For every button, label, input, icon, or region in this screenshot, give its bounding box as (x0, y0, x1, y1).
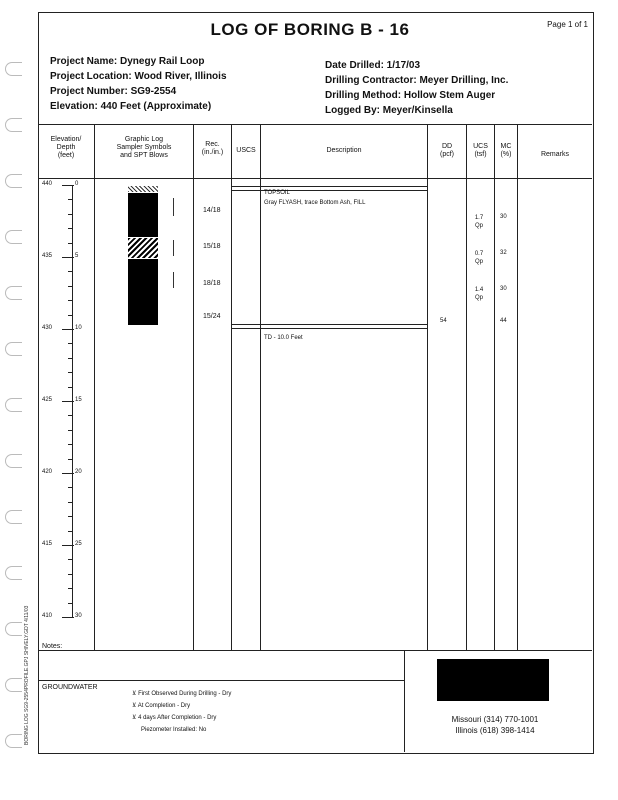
col-divider (466, 124, 467, 650)
col-header-description: Description (326, 147, 362, 154)
minor-tick (68, 588, 73, 589)
elevation-label: 420 (42, 469, 53, 475)
elevation-label: 435 (42, 253, 53, 259)
ucs-method: Qp (474, 295, 483, 301)
mc-value: 32 (500, 250, 507, 256)
col-header-remarks: Remarks (540, 151, 569, 158)
redacted-logo (437, 659, 549, 701)
water-level-icon: ⊻ (132, 715, 139, 721)
ucs-method: Qp (474, 259, 483, 265)
minor-tick (68, 214, 73, 215)
minor-tick (68, 243, 73, 244)
col-header-line: (in./in.) (201, 149, 224, 156)
binder-hole (5, 734, 22, 748)
phone-illinois: Illinois (618) 398-1414 (455, 726, 535, 735)
binder-hole (5, 622, 22, 636)
col-header-line: Depth (56, 144, 76, 151)
stratum-line (232, 328, 428, 329)
minor-tick (68, 574, 73, 575)
col-header-uscs: USCS (236, 147, 256, 154)
major-tick (62, 545, 74, 546)
recovery-value: 15/24 (203, 313, 221, 320)
table-bottom-border (38, 650, 592, 651)
depth-label: 30 (75, 613, 82, 619)
gw-at-completion: ⊻ At Completion - Dry (132, 703, 191, 709)
col-header-line: Graphic Log (124, 136, 164, 143)
depth-label: 25 (75, 541, 82, 547)
minor-tick (68, 487, 73, 488)
col-divider (494, 124, 495, 650)
ucs-value (471, 250, 487, 266)
binder-hole (5, 566, 22, 580)
project-name: Project Name: Dynegy Rail Loop (50, 56, 205, 67)
phone-missouri: Missouri (314) 770-1001 (451, 715, 539, 724)
minor-tick (68, 343, 73, 344)
sampler-symbol (173, 198, 176, 216)
minor-tick (68, 603, 73, 604)
ucs-value (471, 214, 487, 230)
recovery-value: 15/18 (203, 243, 221, 250)
project-info-right (325, 58, 508, 118)
footer-vertical-divider (404, 650, 405, 752)
minor-tick (68, 271, 73, 272)
binder-hole (5, 510, 22, 524)
minor-tick (68, 372, 73, 373)
side-footer-text: BORING LOG SG9-2554PROFILE.GPJ SHIVELY.GDT 4/11/03 (24, 605, 30, 745)
gw-after-completion: ⊻ 4 days After Completion - Dry (132, 715, 217, 721)
logged-by: Logged By: Meyer/Kinsella (325, 105, 453, 116)
footer-divider (38, 680, 404, 681)
major-tick (62, 401, 74, 402)
minor-tick (68, 516, 73, 517)
major-tick (62, 185, 74, 186)
col-header-line: Sampler Symbols (116, 144, 172, 151)
minor-tick (68, 315, 73, 316)
col-header-line: Elevation/ (50, 136, 82, 143)
description-total-depth: TD - 10.0 Feet (264, 335, 303, 341)
col-header-line: Rec. (205, 141, 220, 148)
major-tick (62, 257, 74, 258)
binder-hole (5, 678, 22, 692)
col-header-ucs (467, 143, 494, 159)
project-number: Project Number: SG9-2554 (50, 86, 177, 97)
project-info-left (50, 54, 227, 114)
minor-tick (68, 228, 73, 229)
binder-hole (5, 174, 22, 188)
ucs-method: Qp (474, 223, 483, 229)
col-header-mc (495, 143, 517, 159)
col-divider (193, 124, 194, 650)
minor-tick (68, 415, 73, 416)
minor-tick (68, 300, 73, 301)
minor-tick (68, 459, 73, 460)
groundwater-label: GROUNDWATER (42, 684, 98, 691)
project-elevation: Elevation: 440 Feet (Approximate) (50, 101, 212, 112)
minor-tick (68, 559, 73, 560)
col-divider (231, 124, 232, 650)
topsoil-pattern (128, 186, 158, 192)
col-header-rec (194, 141, 231, 157)
water-level-icon: ⊻ (132, 703, 138, 709)
minor-tick (68, 387, 73, 388)
ucs-number: 0.7 (474, 251, 484, 257)
fill-hatch-pattern (128, 238, 158, 258)
stratum-line (232, 324, 428, 325)
col-divider (517, 124, 518, 650)
col-header-line: MC (500, 143, 512, 150)
page-title: LOG OF BORING B - 16 (210, 20, 410, 39)
recovery-value: 18/18 (203, 280, 221, 287)
sampler-symbol (173, 240, 176, 256)
elevation-label: 430 (42, 325, 53, 331)
col-header-line: (pcf) (440, 151, 454, 158)
elevation-label: 425 (42, 397, 53, 403)
mc-value: 30 (500, 286, 507, 292)
binder-hole (5, 286, 22, 300)
minor-tick (68, 358, 73, 359)
description-fill: Gray FLYASH, trace Bottom Ash, FILL (264, 200, 366, 206)
ucs-value (471, 286, 487, 302)
col-divider (427, 124, 428, 650)
elevation-label: 440 (42, 181, 53, 187)
col-divider (94, 124, 95, 650)
mc-value: 30 (500, 214, 507, 220)
gw-piezometer: Piezometer Installed: No (141, 727, 207, 733)
col-header-graphic (95, 136, 193, 160)
redacted-graphic-log (128, 259, 158, 325)
depth-label: 20 (75, 469, 82, 475)
redacted-graphic-log (128, 193, 158, 237)
col-divider (260, 124, 261, 650)
col-header-line: (%) (500, 151, 512, 158)
col-header-dd (428, 143, 466, 159)
recovery-value: 14/18 (203, 207, 221, 214)
binder-hole (5, 454, 22, 468)
minor-tick (68, 430, 73, 431)
ucs-number: 1.7 (474, 215, 484, 221)
table-top-border (38, 124, 592, 125)
depth-label: 5 (75, 253, 79, 259)
col-header-line: DD (441, 143, 453, 150)
depth-label: 10 (75, 325, 82, 331)
minor-tick (68, 286, 73, 287)
minor-tick (68, 444, 73, 445)
elevation-label: 410 (42, 613, 53, 619)
gw-first-observed: ⊻ First Observed During Drilling - Dry (132, 691, 232, 697)
stratum-line (232, 186, 428, 187)
drilling-method: Drilling Method: Hollow Stem Auger (325, 90, 496, 101)
drilling-contractor: Drilling Contractor: Meyer Drilling, Inc. (325, 75, 509, 86)
date-drilled: Date Drilled: 1/17/03 (325, 60, 421, 71)
col-header-line: UCS (473, 143, 488, 150)
binder-hole (5, 342, 22, 356)
minor-tick (68, 531, 73, 532)
depth-label: 15 (75, 397, 82, 403)
major-tick (62, 329, 74, 330)
minor-tick (68, 502, 73, 503)
page-number: Page 1 of 1 (547, 20, 588, 29)
depth-label: 0 (75, 181, 79, 187)
col-header-line: (tsf) (474, 151, 487, 158)
project-location: Project Location: Wood River, Illinois (50, 71, 227, 82)
minor-tick (68, 199, 73, 200)
description-topsoil: TOPSOIL (264, 190, 290, 196)
elevation-label: 415 (42, 541, 53, 547)
table-header-divider (38, 178, 592, 179)
notes-label: Notes: (42, 643, 63, 650)
col-header-line: and SPT Blows (120, 152, 168, 159)
groundwater-notes (132, 688, 231, 736)
major-tick (62, 473, 74, 474)
water-level-icon: ⊻ (132, 691, 139, 697)
dd-value: 54 (440, 318, 447, 324)
major-tick (62, 617, 74, 618)
binder-hole (5, 230, 22, 244)
col-header-elevation (38, 136, 94, 160)
ucs-number: 1.4 (474, 287, 484, 293)
contact-phones (420, 714, 570, 736)
binder-hole (5, 398, 22, 412)
sampler-symbol (173, 272, 176, 288)
stratum-line (232, 190, 428, 191)
binder-hole (5, 118, 22, 132)
col-header-line: (feet) (57, 152, 75, 159)
mc-value: 44 (500, 318, 507, 324)
binder-hole (5, 62, 22, 76)
